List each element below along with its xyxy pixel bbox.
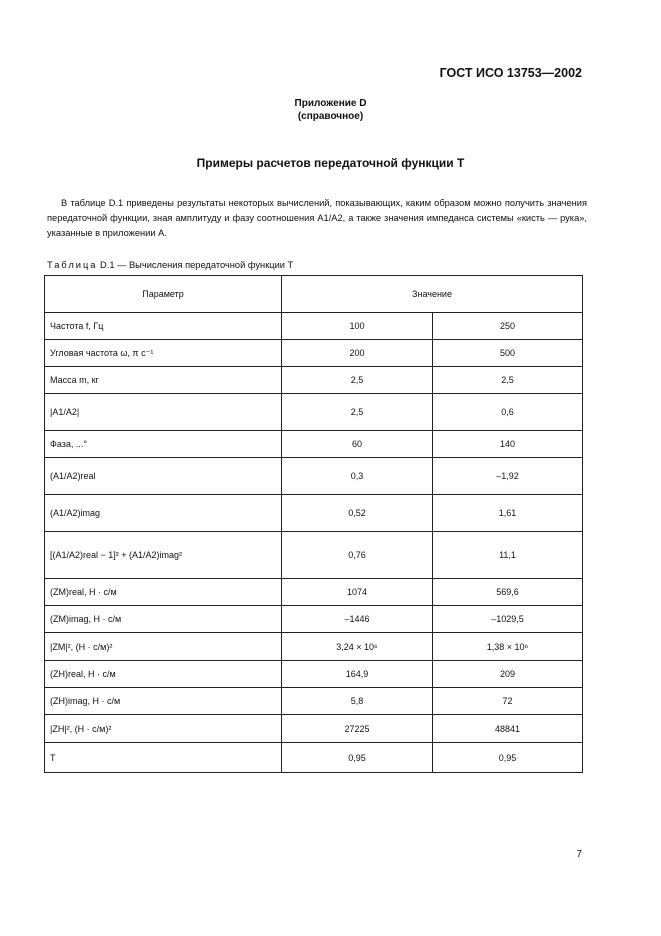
appendix-heading <box>0 97 661 123</box>
value-250-cell: –1,92 <box>433 458 583 495</box>
table-row <box>45 633 583 661</box>
table-row <box>45 606 583 633</box>
value-100-cell: 0,52 <box>282 495 433 532</box>
value-250-cell: 11,1 <box>433 532 583 579</box>
table-caption <box>47 260 293 270</box>
value-250-cell: 1,61 <box>433 495 583 532</box>
table-row <box>45 579 583 606</box>
value-250-cell: 500 <box>433 340 583 367</box>
header-parameter: Параметр <box>45 276 282 313</box>
value-100-cell: 2,5 <box>282 367 433 394</box>
table-row <box>45 495 583 532</box>
value-250-cell: 569,6 <box>433 579 583 606</box>
table-row <box>45 661 583 688</box>
appendix-kind: (справочное) <box>297 111 364 122</box>
value-100-cell: 164,9 <box>282 661 433 688</box>
value-250-cell: 0,95 <box>433 743 583 773</box>
caption-text: D.1 — Вычисления передаточной функции T <box>100 260 294 270</box>
value-100-cell: 100 <box>282 313 433 340</box>
value-100-cell: 3,24 × 10⁶ <box>282 633 433 661</box>
param-cell: |A1/A2| <box>45 394 282 431</box>
param-cell: (ZM)real, Н · с/м <box>45 579 282 606</box>
value-250-cell: 0,6 <box>433 394 583 431</box>
param-cell: (ZM)imag, Н · с/м <box>45 606 282 633</box>
value-100-cell: 200 <box>282 340 433 367</box>
value-250-cell: –1029,5 <box>433 606 583 633</box>
calculation-table <box>44 275 583 773</box>
param-cell: Частота f, Гц <box>45 313 282 340</box>
table-row <box>45 431 583 458</box>
value-100-cell: –1446 <box>282 606 433 633</box>
param-cell: Фаза, ...° <box>45 431 282 458</box>
caption-prefix: Таблица <box>47 260 98 270</box>
value-100-cell: 60 <box>282 431 433 458</box>
value-100-cell: 0,3 <box>282 458 433 495</box>
table-row <box>45 743 583 773</box>
intro-text: В таблице D.1 приведены результаты некоторых вычислений, показывающих, каким образом можно получить значения передаточной функции, зная амплитуду и фазу соотношения A1/A2, а также значения импеданса системы «кисть — рука», указанные в приложении A. <box>47 198 587 238</box>
value-100-cell: 0,95 <box>282 743 433 773</box>
table-row <box>45 458 583 495</box>
param-cell: (A1/A2)real <box>45 458 282 495</box>
document-code: ГОСТ ИСО 13753—2002 <box>439 66 582 80</box>
param-cell: |ZH|², (Н · с/м)² <box>45 715 282 743</box>
page-number: 7 <box>576 849 582 860</box>
header-value: Значение <box>282 276 583 313</box>
section-title: Примеры расчетов передаточной функции T <box>196 156 465 170</box>
value-100-cell: 2,5 <box>282 394 433 431</box>
param-cell: Угловая частота ω, π с⁻¹ <box>45 340 282 367</box>
param-cell: (ZH)real, Н · с/м <box>45 661 282 688</box>
param-cell: |ZM|², (Н · с/м)² <box>45 633 282 661</box>
param-cell: T <box>45 743 282 773</box>
value-250-cell: 1,38 × 10⁶ <box>433 633 583 661</box>
param-cell: (A1/A2)imag <box>45 495 282 532</box>
value-250-cell: 209 <box>433 661 583 688</box>
table-row <box>45 394 583 431</box>
table-row <box>45 367 583 394</box>
value-100-cell: 27225 <box>282 715 433 743</box>
value-100-cell: 1074 <box>282 579 433 606</box>
value-250-cell: 2,5 <box>433 367 583 394</box>
value-100-cell: 0,76 <box>282 532 433 579</box>
value-100-cell: 5,8 <box>282 688 433 715</box>
table-row <box>45 532 583 579</box>
appendix-name: Приложение D <box>294 98 367 109</box>
value-250-cell: 72 <box>433 688 583 715</box>
table-row <box>45 715 583 743</box>
param-cell: [(A1/A2)real − 1]² + (A1/A2)imag² <box>45 532 282 579</box>
intro-paragraph <box>47 196 587 241</box>
table-row <box>45 340 583 367</box>
table-row <box>45 313 583 340</box>
table-row <box>45 688 583 715</box>
param-cell: Масса m, кг <box>45 367 282 394</box>
value-250-cell: 250 <box>433 313 583 340</box>
value-250-cell: 48841 <box>433 715 583 743</box>
table-header-row <box>45 276 583 313</box>
value-250-cell: 140 <box>433 431 583 458</box>
param-cell: (ZH)imag, Н · с/м <box>45 688 282 715</box>
